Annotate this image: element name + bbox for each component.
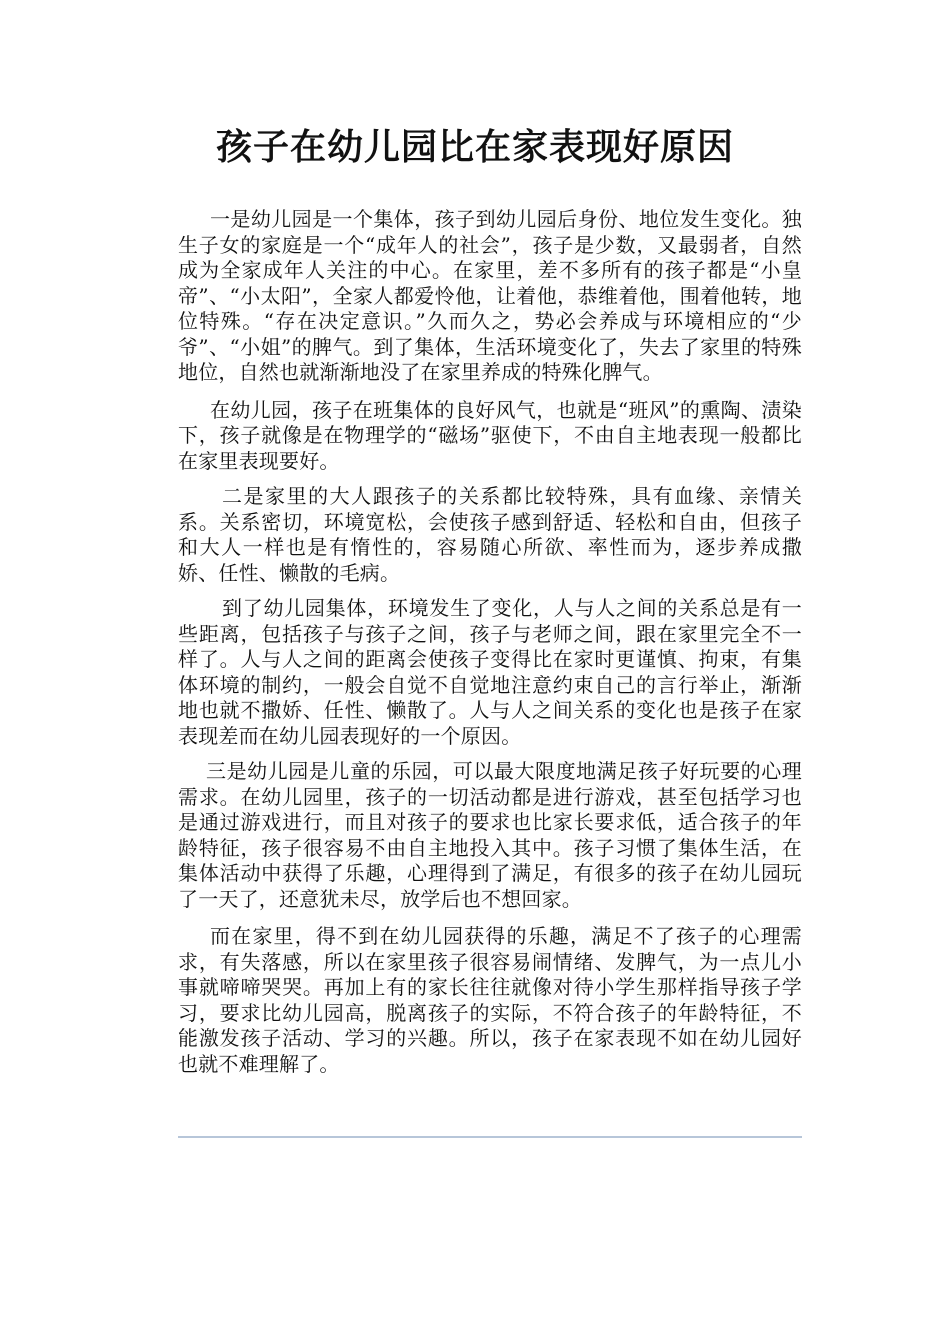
paragraph-2: 在幼儿园，孩子在班集体的良好风气，也就是“班风”的熏陶、渍染下，孩子就像是在物理学的“磁场”驱使下，不由自主地表现一般都比在家里表现要好。 bbox=[178, 397, 802, 473]
document-title: 孩子在幼儿园比在家表现好原因 bbox=[215, 127, 734, 168]
paragraph-1: 一是幼儿园是一个集体，孩子到幼儿园后身份、地位发生变化。独生子女的家庭是一个“成年人的社会”，孩子是少数，又最弱者，自然成为全家成年人关注的中心。在家里，差不多所有的孩子都是“小皇帝”、“小太阳”，全家人都爱怜他，让着他，恭维着他，围着他转，地位特殊。“存在决定意识。”久而久之，势必会养成与环境相应的“少爷”、“小姐”的脾气。到了集体，生活环境变化了，失去了家里的特殊地位，自然也就渐渐地没了在家里养成的特殊化脾气。 bbox=[178, 207, 802, 384]
paragraph-4: 到了幼儿园集体，环境发生了变化，人与人之间的关系总是有一些距离，包括孩子与孩子之间，孩子与老师之间，跟在家里完全不一样了。人与人之间的距离会使孩子变得比在家时更谨慎、拘束，有集体环境的制约，一般会自觉不自觉地注意约束自己的言行举止，渐渐地也就不撒娇、任性、懒散了。人与人之间关系的变化也是孩子在家表现差而在幼儿园表现好的一个原因。 bbox=[178, 596, 802, 748]
document-body bbox=[178, 207, 802, 1077]
paragraph-6: 而在家里，得不到在幼儿园获得的乐趣，满足不了孩子的心理需求，有失落感，所以在家里孩子很容易闹情绪、发脾气，为一点儿小事就啼啼哭哭。再加上有的家长往往就像对待小学生那样指导孩子学习，要求比幼儿园高，脱离孩子的实际，不符合孩子的年龄特征，不能激发孩子活动、学习的兴趣。所以，孩子在家表现不如在幼儿园好也就不难理解了。 bbox=[178, 924, 802, 1076]
bottom-divider bbox=[178, 1136, 802, 1138]
paragraph-5: 三是幼儿园是儿童的乐园，可以最大限度地满足孩子好玩要的心理需求。在幼儿园里，孩子的一切活动都是进行游戏，甚至包括学习也是通过游戏进行，而且对孩子的要求也比家长要求低，适合孩子的年龄特征，孩子很容易不由自主地投入其中。孩子习惯了集体生活，在集体活动中获得了乐趣，心理得到了满足，有很多的孩子在幼儿园玩了一天了，还意犹未尽，放学后也不想回家。 bbox=[178, 759, 802, 911]
paragraph-3: 二是家里的大人跟孩子的关系都比较特殊，具有血缘、亲情关系。关系密切，环境宽松，会使孩子感到舒适、轻松和自由，但孩子和大人一样也是有惰性的，容易随心所欲、率性而为，逐步养成撒娇、任性、懒散的毛病。 bbox=[178, 484, 802, 585]
